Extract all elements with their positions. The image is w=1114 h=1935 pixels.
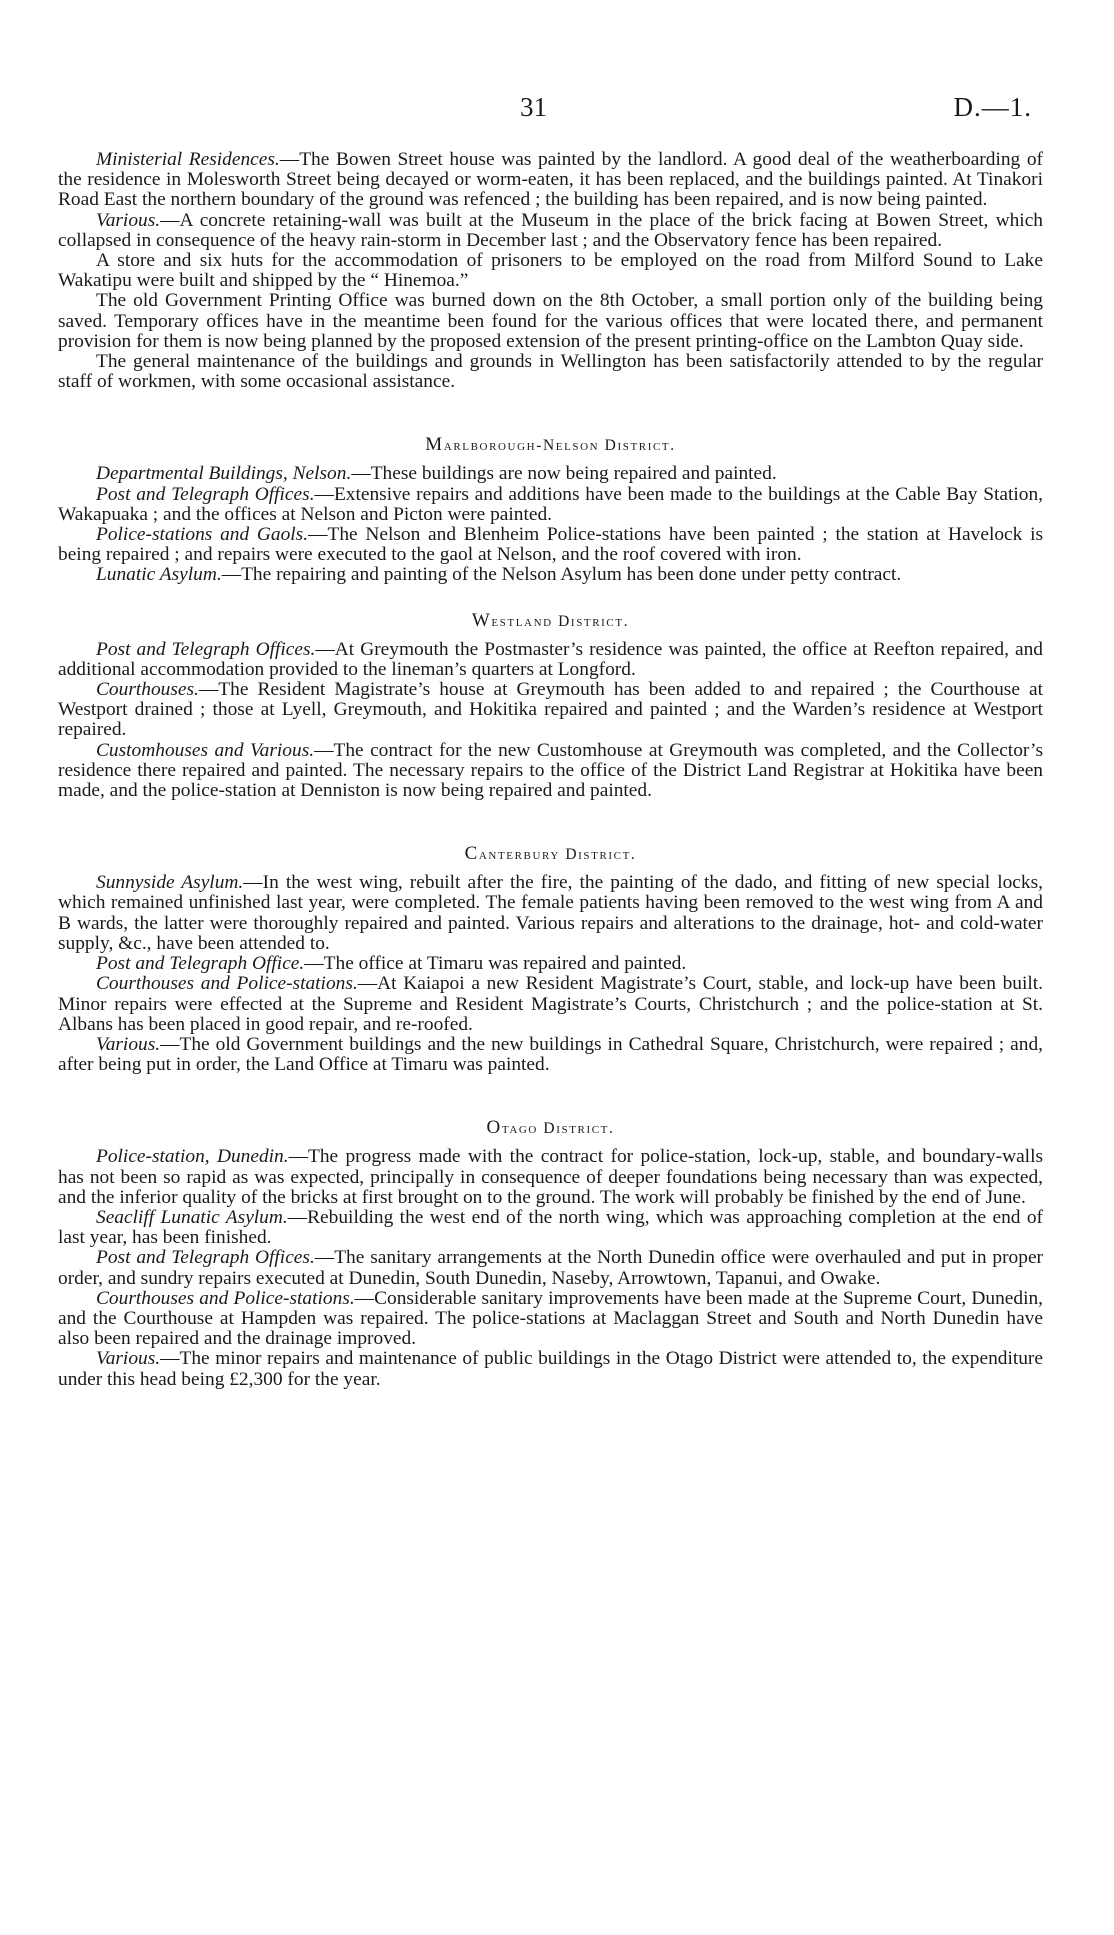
paragraph	[58, 485, 1043, 525]
page-header	[0, 92, 1114, 132]
paragraph-text: —The contract for the new Customhouse at Greymouth was completed, and the Collector’s residence there repaired and painted. The necessary repairs to the office of the District Land Registrar at Hokitika have been made, and the police-station at Denniston is now being repaired and painted.	[58, 739, 1043, 802]
paragraph	[58, 1248, 1043, 1288]
section-canterbury	[58, 843, 1043, 1075]
section-heading: Westland District.	[471, 609, 630, 631]
paragraph-label: Police-station, Dunedin.	[96, 1146, 289, 1168]
paragraph-label: Post and Telegraph Offices.	[96, 638, 316, 660]
paragraph-label: Ministerial Residences.	[96, 149, 280, 170]
paragraph	[58, 1349, 1043, 1389]
paragraph-text: A store and six huts for the accommodation of prisoners to be employed on the road from Milford Sound to Lake Wakatipu were built and shipped by the “ Hinemoa.”	[58, 250, 1043, 292]
paragraph-text: —The Nelson and Blenheim Police-stations have been painted ; the station at Havelock is being repaired ; and repairs were executed to the gaol at Nelson, and the roof covered with iron.	[58, 524, 1044, 566]
paragraph-label: Police-stations and Gaols.	[96, 524, 309, 546]
paragraph-text: —The repairing and painting of the Nelson Asylum has been done under petty contract.	[221, 564, 902, 586]
paragraph-text: —At Greymouth the Postmaster’s residence was painted, the office at Reefton repaired, and additional accommodation provided to the lineman’s quarters at Longford.	[58, 638, 1043, 680]
paragraph	[58, 974, 1043, 1035]
paragraph-label: Post and Telegraph Offices.	[96, 483, 315, 505]
paragraph-text: —The old Government buildings and the new buildings in Cathedral Square, Christchurch, were repaired ; and, after being put in order, the Land Office at Timaru was painted.	[58, 1033, 1043, 1076]
paragraph-text: The old Government Printing Office was burned down on the 8th October, a small portion only of the building being saved. Temporary offices have in the meantime been found for the various offices that were located there, and permanent provision for them is now being planned by the proposed extension of the present printing-office on the Lambton Quay side.	[58, 290, 1043, 352]
paragraph-text: —The office at Timaru was repaired and painted.	[304, 953, 687, 975]
section-otago	[58, 1117, 1043, 1389]
paragraph-label: Courthouses and Police-stations.	[96, 1287, 355, 1309]
paragraph-label: Various.	[96, 1033, 161, 1055]
paragraph-label: Various.	[96, 1348, 161, 1370]
paragraph-text: —In the west wing, rebuilt after the fire, the painting of the dado, and fitting of new special locks, which remained unfinished last year, were completed. The female patients having been removed to the west wing from A and B wards, the latter were thoroughly repaired and painted. Various repairs and alterations to the drainage, hot- and cold-water supply, &c., have been attended to.	[58, 872, 1043, 954]
paragraph	[58, 954, 1043, 974]
section-marlborough-nelson	[58, 434, 1043, 585]
paragraph-label: Sunnyside Asylum.	[96, 872, 244, 894]
paragraph-text: —The progress made with the contract for police-station, lock-up, stable, and boundary-walls has not been so rapid as was expected, principally in consequence of deeper foundations being necessary than was expected, and the inferior quality of the bricks at first brought on to the ground. The work will probably be finished by the end of June.	[58, 1146, 1043, 1208]
paragraph	[58, 565, 1043, 585]
paragraph	[58, 1289, 1043, 1350]
paragraph-text: The general maintenance of the buildings and grounds in Wellington has been satisfactorily attended to by the regular staff of workmen, with some occasional assistance.	[58, 351, 1043, 393]
paragraph-text: —At Kaiapoi a new Resident Magistrate’s Court, stable, and lock-up have been built. Minor repairs were effected at the Supreme and Resident Magistrate’s Courts, Christchurch ; and the police-station at St. Albans has been placed in good repair, and re-roofed.	[58, 973, 1044, 1035]
paragraph-text: —The minor repairs and maintenance of public buildings in the Otago District were attended to, the expenditure under this head being £2,300 for the year.	[58, 1348, 1043, 1390]
paragraph-label: Departmental Buildings, Nelson.	[96, 463, 352, 485]
paragraph-text: —Extensive repairs and additions have been made to the buildings at the Cable Bay Station, Wakapuaka ; and the offices at Nelson and Picton were painted.	[58, 483, 1043, 525]
paragraph-label: Various.	[96, 209, 161, 231]
section-heading: Marlborough-Nelson District.	[425, 434, 676, 456]
paragraph	[58, 873, 1043, 954]
page-number: 31	[520, 92, 547, 122]
paragraph-label: Customhouses and Various.	[96, 739, 315, 761]
section-heading: Otago District.	[486, 1117, 615, 1139]
paragraph	[58, 741, 1043, 802]
paragraph	[58, 291, 1043, 352]
paragraph-text: —These buildings are now being repaired and painted.	[351, 463, 777, 485]
paragraph-label: Lunatic Asylum.	[96, 564, 222, 586]
paragraph-label: Courthouses.	[96, 679, 199, 701]
document-reference: D.—1.	[953, 92, 1032, 122]
paragraph-text: —Considerable sanitary improvements have been made at the Supreme Court, Dunedin, and the Courthouse at Hampden was repaired. The police-stations at Maclaggan Street and South and North Dunedin have also been repaired and the drainage improved.	[58, 1287, 1043, 1350]
paragraph	[58, 211, 1043, 251]
page-content	[58, 150, 1043, 1390]
paragraph	[58, 1147, 1043, 1208]
paragraph	[58, 525, 1043, 565]
paragraph-text: —The Resident Magistrate’s house at Greymouth has been added to and repaired ; the Courthouse at Westport drained ; those at Lyell, Greymouth, and Hokitika repaired and painted ; and the Warden’s residence at Westport repaired.	[58, 679, 1043, 741]
paragraph	[58, 251, 1043, 291]
paragraph	[58, 680, 1043, 741]
paragraph	[58, 1208, 1043, 1248]
paragraph-text: —Rebuilding the west end of the north wing, which was approaching completion at the end of last year, has been finished.	[58, 1206, 1043, 1249]
section-wellington	[58, 150, 1043, 392]
paragraph-text: —A concrete retaining-wall was built at the Museum in the place of the brick facing at Bowen Street, which collapsed in consequence of the heavy rain-storm in December last ; and the Observatory fence has been repaired.	[58, 209, 1043, 251]
paragraph-label: Courthouses and Police-stations.	[96, 973, 358, 995]
paragraph	[58, 352, 1043, 392]
paragraph	[58, 1035, 1043, 1075]
section-heading: Canterbury District.	[464, 843, 637, 865]
paragraph-label: Post and Telegraph Office.	[96, 953, 305, 975]
paragraph	[58, 640, 1043, 680]
paragraph	[58, 464, 1043, 484]
paragraph-label: Post and Telegraph Offices.	[96, 1247, 315, 1269]
paragraph	[58, 150, 1043, 211]
paragraph-text: —The Bowen Street house was painted by the landlord. A good deal of the weatherboarding of the residence in Molesworth Street being decayed or worm-eaten, it has been replaced, and the buildings painted. At Tinakori Road East the northern boundary of the ground was refenced ; the building has been repaired, and is now being painted.	[58, 149, 1044, 211]
paragraph-text: —The sanitary arrangements at the North Dunedin office were overhauled and put in proper order, and sundry repairs executed at Dunedin, South Dunedin, Naseby, Arrowtown, Tapanui, and Owake.	[58, 1247, 1044, 1289]
paragraph-label: Seacliff Lunatic Asylum.	[96, 1206, 288, 1228]
section-westland	[58, 610, 1043, 802]
